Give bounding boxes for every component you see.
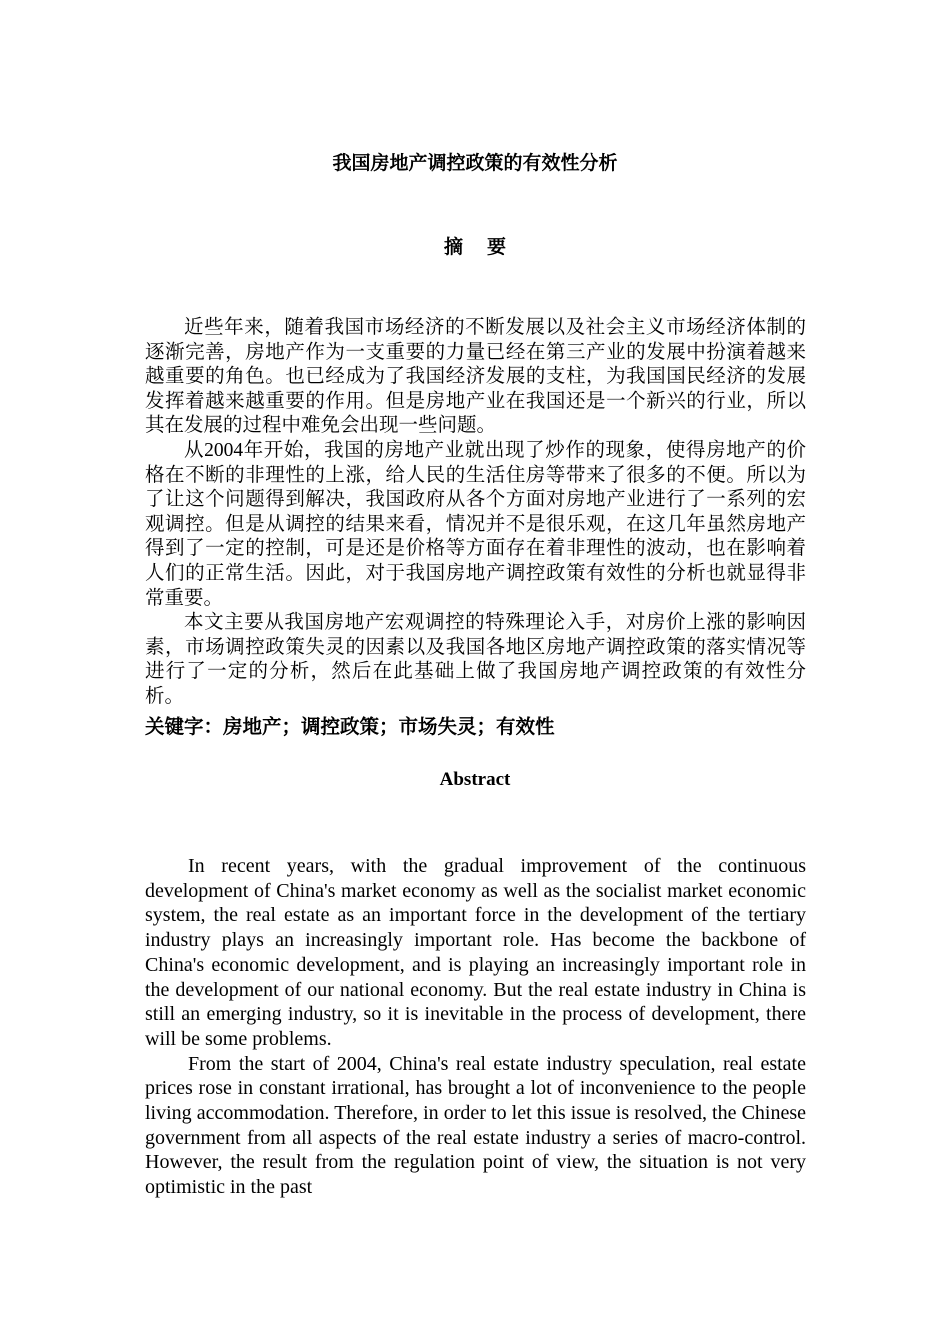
english-abstract-body [145, 854, 806, 1200]
english-abstract-heading: Abstract [439, 769, 511, 790]
english-abstract-paragraph-2: From the start of 2004, China's real estate industry speculation, real estate prices rose in constant irrational, has brought a lot of inconvenience to the people living accommodation. Therefore, in order to let this issue is resolved, the Chinese government from all aspects of the real estate industry a series of macro-control. However, the result from the regulation point of view, the situation is not very optimistic in the past [145, 1052, 806, 1199]
chinese-abstract-paragraph-1: 近些年来，随着我国市场经济的不断发展以及社会主义市场经济体制的逐渐完善，房地产作为一支重要的力量已经在第三产业的发展中扮演着越来越重要的角色。也已经成为了我国经济发展的支柱，为我国国民经济的发展发挥着越来越重要的作用。但是房地产业在我国还是一个新兴的行业，所以其在发展的过程中难免会出现一些问题。 [145, 317, 806, 437]
chinese-abstract-body [145, 316, 806, 710]
english-abstract-paragraph-1: In recent years, with the gradual improvement of the continuous development of China's market economy as well as the socialist market economic system, the real estate as an important force in the development of the tertiary industry plays an increasingly important role. Has become the backbone of China's economic development, and is playing an increasingly important role in the development of our national economy. But the real estate industry in China is still an emerging industry, so it is inevitable in the process of development, there will be some problems. [145, 855, 806, 1050]
chinese-abstract-paragraph-2: 从2004年开始，我国的房地产业就出现了炒作的现象，使得房地产的价格在不断的非理性的上涨，给人民的生活住房等带来了很多的不便。所以为了让这个问题得到解决，我国政府从各个方面对房地产业进行了一系列的宏观调控。但是从调控的结果来看，情况并不是很乐观，在这几年虽然房地产得到了一定的控制，可是还是价格等方面存在着非理性的波动，也在影响着人们的正常生活。因此，对于我国房地产调控政策有效性的分析也就显得非常重要。 [145, 439, 806, 609]
keywords-line [145, 714, 806, 740]
chinese-abstract-heading: 摘要 [443, 237, 530, 258]
chinese-abstract-paragraph-3: 本文主要从我国房地产宏观调控的特殊理论入手，对房价上涨的影响因素，市场调控政策失灵的因素以及我国各地区房地产调控政策的落实情况等进行了一定的分析，然后在此基础上做了我国房地产调控政策的有效性分析。 [145, 612, 806, 707]
document-title: 我国房地产调控政策的有效性分析 [332, 153, 618, 174]
keywords-label: 关键字： [145, 715, 224, 738]
keywords-text: 房地产；调控政策；市场失灵；有效性 [223, 715, 555, 738]
